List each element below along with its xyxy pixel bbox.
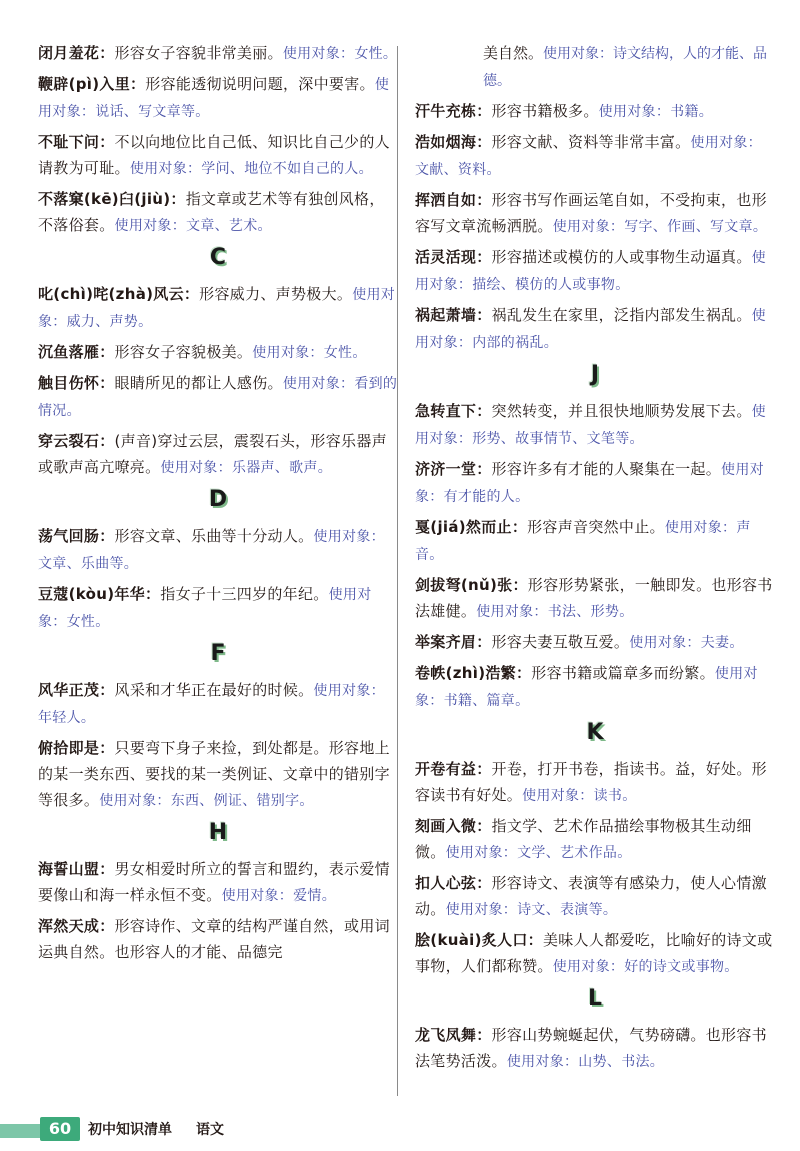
idiom-entry xyxy=(38,581,398,635)
idiom-entry xyxy=(38,428,398,481)
idiom-entry xyxy=(415,129,775,183)
left-column xyxy=(38,40,398,969)
idiom-term: 济济一堂： xyxy=(415,460,492,478)
idiom-entry xyxy=(415,98,775,125)
idiom-term: 剑拔弩(nǔ)张： xyxy=(415,576,528,594)
idiom-entry xyxy=(38,735,398,814)
idiom-term: 挥洒自如： xyxy=(415,191,492,209)
idiom-term: 豆蔻(kòu)年华： xyxy=(38,585,161,603)
idiom-usage: 使用对象：女性。 xyxy=(38,587,372,630)
idiom-entry xyxy=(38,913,398,965)
idiom-usage: 使用对象：文章、乐曲等。 xyxy=(38,529,385,572)
idiom-definition: 形容描述或模仿的人或事物生动逼真。 xyxy=(491,248,752,266)
section-letter xyxy=(415,986,775,1016)
idiom-entry xyxy=(415,398,775,452)
idiom-entry xyxy=(38,186,398,239)
section-letter-glyph: K xyxy=(586,720,604,745)
idiom-definition: 形容诗文、表演等有感染力，使人心情激动。 xyxy=(415,874,767,918)
idiom-entry xyxy=(415,187,775,240)
idiom-term: 荡气回肠： xyxy=(38,527,115,545)
subject-label: 语文 xyxy=(196,1122,224,1138)
idiom-definition: 形容许多有才能的人聚集在一起。 xyxy=(491,460,722,478)
section-letter-glyph: C xyxy=(209,245,227,270)
idiom-term: 鞭辟(pì)入里： xyxy=(38,75,146,93)
idiom-definition: 美自然。 xyxy=(483,44,544,62)
idiom-entry xyxy=(415,302,775,356)
idiom-entry xyxy=(415,1022,775,1075)
idiom-definition: 形容文章、乐曲等十分动人。 xyxy=(114,527,314,545)
section-letter xyxy=(38,641,398,671)
idiom-definition: 形容女子容貌非常美丽。 xyxy=(114,44,283,62)
idiom-definition: 形容声音突然中止。 xyxy=(527,518,665,536)
idiom-definition: 指女子十三四岁的年纪。 xyxy=(160,585,329,603)
idiom-entry xyxy=(38,523,398,577)
idiom-definition: 只要弯下身子来捡，到处都是。形容地上的某一类东西、要找的某一类例证、文章中的错别字等很多。 xyxy=(38,739,390,809)
idiom-definition: 形容诗作、文章的结构严谨自然，或用词运典自然。也形容人的才能、品德完 xyxy=(38,917,390,961)
section-letter-glyph: F xyxy=(210,641,226,666)
idiom-definition: 指文章或艺术等有独创风格，不落俗套。 xyxy=(38,190,385,234)
idiom-entry xyxy=(38,370,398,424)
idiom-usage: 使用对象：东西、例证、错别字。 xyxy=(99,793,314,809)
idiom-term: 卷帙(zhì)浩繁： xyxy=(415,664,532,682)
idiom-term: 海誓山盟： xyxy=(38,860,115,878)
idiom-usage: 使用对象：文学、艺术作品。 xyxy=(445,845,632,861)
idiom-usage: 使用对象：有才能的人。 xyxy=(415,462,764,505)
section-letter-glyph: L xyxy=(587,986,603,1011)
section-letter-glyph: J xyxy=(590,362,600,387)
idiom-term: 刻画入微： xyxy=(415,817,492,835)
idiom-entry xyxy=(415,813,775,866)
idiom-definition: 形容书籍或篇章多而纷繁。 xyxy=(531,664,715,682)
idiom-term: 浑然天成： xyxy=(38,917,115,935)
idiom-entry xyxy=(415,660,775,714)
idiom-usage: 使用对象：读书。 xyxy=(522,788,637,804)
idiom-definition: 美味人人都爱吃，比喻好的诗文或事物，人们都称赞。 xyxy=(415,931,773,975)
idiom-usage: 使用对象：威力、声势。 xyxy=(38,287,396,330)
idiom-term: 龙飞凤舞： xyxy=(415,1026,492,1044)
idiom-term: 闭月羞花： xyxy=(38,44,115,62)
idiom-usage: 使用对象：山势、书法。 xyxy=(506,1054,665,1070)
idiom-definition: 不以向地位比自己低、知识比自己少的人请教为可耻。 xyxy=(38,133,390,177)
idiom-definition: 形容形势紧张，一触即发。也形容书法雄健。 xyxy=(415,576,773,620)
section-letter xyxy=(38,820,398,850)
page-number: 60 xyxy=(40,1117,80,1141)
section-letter xyxy=(415,362,775,392)
idiom-term: 俯拾即是： xyxy=(38,739,115,757)
idiom-usage: 使用对象：文章、艺术。 xyxy=(114,218,272,234)
idiom-entry xyxy=(38,40,398,67)
idiom-entry xyxy=(415,514,775,568)
idiom-term: 扣人心弦： xyxy=(415,874,492,892)
idiom-definition: 形容书写作画运笔自如，不受拘束，也形容写文章流畅洒脱。 xyxy=(415,191,767,235)
idiom-usage: 使用对象：乐器声、歌声。 xyxy=(160,460,333,476)
idiom-entry xyxy=(38,339,398,366)
section-letter xyxy=(38,245,398,275)
idiom-usage: 使用对象：看到的情况。 xyxy=(38,376,398,419)
idiom-term: 不耻下问： xyxy=(38,133,115,151)
idiom-usage: 使用对象：写字、作画、写文章。 xyxy=(552,219,768,235)
section-letter-glyph: H xyxy=(208,820,228,845)
idiom-usage: 使用对象：内部的祸乱。 xyxy=(415,308,766,351)
idiom-entry-continued xyxy=(415,40,775,94)
idiom-entry xyxy=(415,456,775,510)
idiom-entry xyxy=(415,244,775,298)
idiom-term: 叱(chì)咤(zhà)风云： xyxy=(38,285,200,303)
idiom-definition: 祸乱发生在家里，泛指内部发生祸乱。 xyxy=(491,306,752,324)
idiom-definition: 形容威力、声势极大。 xyxy=(199,285,353,303)
idiom-term: 举案齐眉： xyxy=(415,633,492,651)
idiom-term: 开卷有益： xyxy=(415,760,492,778)
idiom-usage: 使用对象：描绘、模仿的人或事物。 xyxy=(415,250,766,293)
idiom-usage: 使用对象：书籍。 xyxy=(598,104,714,120)
idiom-definition: 形容文献、资料等非常丰富。 xyxy=(491,133,691,151)
idiom-term: 脍(kuài)炙人口： xyxy=(415,931,543,949)
idiom-usage: 使用对象：书籍、篇章。 xyxy=(415,666,758,709)
idiom-definition: 形容夫妻互敬互爱。 xyxy=(491,633,630,651)
idiom-term: 急转直下： xyxy=(415,402,492,420)
idiom-term: 戛(jiá)然而止： xyxy=(415,518,528,536)
idiom-definition: 风采和才华正在最好的时候。 xyxy=(114,681,314,699)
idiom-usage: 使用对象：爱情。 xyxy=(221,888,337,904)
idiom-entry xyxy=(415,629,775,656)
idiom-entry xyxy=(38,677,398,731)
idiom-entry xyxy=(38,281,398,335)
idiom-definition: 形容书籍极多。 xyxy=(491,102,599,120)
idiom-entry xyxy=(415,870,775,923)
idiom-usage: 使用对象：好的诗文或事物。 xyxy=(552,959,739,975)
idiom-usage: 使用对象：年轻人。 xyxy=(38,683,385,726)
section-letter xyxy=(415,720,775,750)
idiom-definition: (声音)穿过云层，震裂石头，形容乐器声或歌声高亢嘹亮。 xyxy=(38,432,387,476)
idiom-usage: 使用对象：说话、写文章等。 xyxy=(38,77,390,120)
idiom-term: 浩如烟海： xyxy=(415,133,492,151)
idiom-usage: 使用对象：文献、资料。 xyxy=(415,135,762,178)
idiom-entry xyxy=(415,927,775,980)
page-footer xyxy=(0,1116,800,1144)
idiom-term: 活灵活现： xyxy=(415,248,492,266)
idiom-usage: 使用对象：女性。 xyxy=(282,46,398,62)
right-column xyxy=(415,40,775,1079)
idiom-term: 风华正茂： xyxy=(38,681,115,699)
idiom-definition: 形容山势蜿蜒起伏，气势磅礴。也形容书法笔势活泼。 xyxy=(415,1026,767,1070)
idiom-term: 沉鱼落雁： xyxy=(38,343,115,361)
idiom-entry xyxy=(38,71,398,125)
idiom-usage: 使用对象：女性。 xyxy=(252,345,367,361)
idiom-usage: 使用对象：声音。 xyxy=(415,520,751,563)
idiom-definition: 开卷，打开书卷，指读书。益，好处。形容读书有好处。 xyxy=(415,760,767,804)
idiom-term: 触目伤怀： xyxy=(38,374,115,392)
idiom-term: 不落窠(kē)臼(jiù)： xyxy=(38,190,186,208)
idiom-definition: 指文学、艺术作品描绘事物极其生动细微。 xyxy=(415,817,752,861)
idiom-entry xyxy=(415,756,775,809)
idiom-usage: 使用对象：书法、形势。 xyxy=(476,604,634,620)
idiom-definition: 形容能透彻说明问题，深中要害。 xyxy=(145,75,375,93)
idiom-definition: 形容女子容貌极美。 xyxy=(114,343,253,361)
idiom-usage: 使用对象：诗文结构，人的才能、品德。 xyxy=(483,46,768,89)
idiom-usage: 使用对象：学问、地位不如自己的人。 xyxy=(129,161,373,177)
idiom-definition: 眼睛所见的都让人感伤。 xyxy=(114,374,283,392)
idiom-usage: 使用对象：夫妻。 xyxy=(629,635,744,651)
idiom-definition: 突然转变，并且很快地顺势发展下去。 xyxy=(491,402,752,420)
book-title: 初中知识清单 xyxy=(88,1122,172,1138)
section-letter-glyph: D xyxy=(208,487,228,512)
idiom-entry xyxy=(38,129,398,182)
idiom-entry xyxy=(415,572,775,625)
idiom-entry xyxy=(38,856,398,909)
idiom-usage: 使用对象：形势、故事情节、文笔等。 xyxy=(415,404,766,447)
idiom-term: 穿云裂石： xyxy=(38,432,115,450)
idiom-term: 汗牛充栋： xyxy=(415,102,492,120)
idiom-usage: 使用对象：诗文、表演等。 xyxy=(445,902,618,918)
idiom-term: 祸起萧墙： xyxy=(415,306,492,324)
section-letter xyxy=(38,487,398,517)
idiom-definition: 男女相爱时所立的誓言和盟约，表示爱情要像山和海一样永恒不变。 xyxy=(38,860,390,904)
